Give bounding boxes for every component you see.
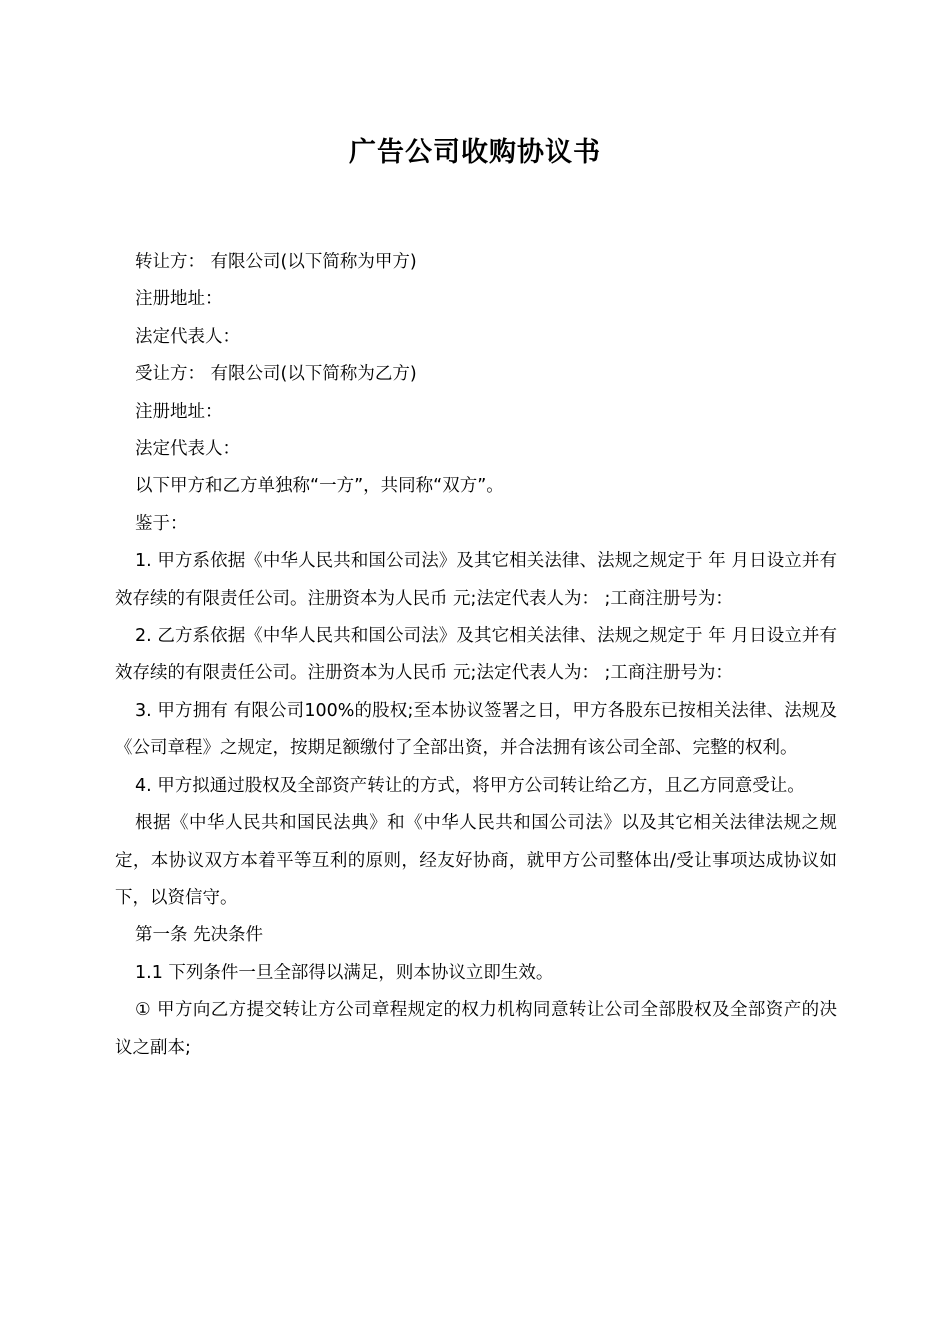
transferor-line: 转让方： 有限公司(以下简称为甲方) <box>135 252 417 272</box>
transferor-representative-line: 法定代表人： <box>135 326 240 347</box>
transferee-address-line: 注册地址： <box>135 401 223 422</box>
whereas-heading: 鉴于： <box>135 513 188 534</box>
recital-3-paragraph: 3. 甲方拥有 有限公司100%的股权;至本协议签署之日，甲方各股东已按相关法律、法规及《公司章程》之规定，按期足额缴付了全部出资，并合法拥有该公司全部、完整的权利。 <box>115 700 837 759</box>
document-body <box>115 244 837 1067</box>
clause-1-1-paragraph: 1.1 下列条件一旦全部得以满足，则本协议立即生效。 <box>135 962 554 983</box>
transferor-address-line: 注册地址： <box>135 289 223 310</box>
recital-4-paragraph: 4. 甲方拟通过股权及全部资产转让的方式，将甲方公司转让给乙方，且乙方同意受让。 <box>135 775 805 796</box>
transferee-representative-line: 法定代表人： <box>135 439 240 460</box>
recital-2-paragraph: 2. 乙方系依据《中华人民共和国公司法》及其它相关法律、法规之规定于 年 月日设立并有效存续的有限责任公司。注册资本为人民币 元;法定代表人为： ;工商注册号为： <box>115 626 837 684</box>
recital-1-paragraph: 1. 甲方系依据《中华人民共和国公司法》及其它相关法律、法规之规定于 年 月日设立并有效存续的有限责任公司。注册资本为人民币 元;法定代表人为： ;工商注册号为： <box>115 551 837 609</box>
basis-paragraph: 根据《中华人民共和国民法典》和《中华人民共和国公司法》以及其它相关法律法规之规定，本协议双方本着平等互利的原则，经友好协商，就甲方公司整体出/受让事项达成协议如下，以资信守。 <box>115 813 837 908</box>
parties-definition-paragraph: 以下甲方和乙方单独称“一方”，共同称“双方”。 <box>135 476 504 497</box>
article-1-heading: 第一条 先决条件 <box>135 925 264 946</box>
transferee-line: 受让方： 有限公司(以下简称为乙方) <box>135 364 417 385</box>
condition-1-paragraph: ① 甲方向乙方提交转让方公司章程规定的权力机构同意转让公司全部股权及全部资产的决议之副本; <box>115 1000 837 1058</box>
document-title: 广告公司收购协议书 <box>349 137 601 168</box>
